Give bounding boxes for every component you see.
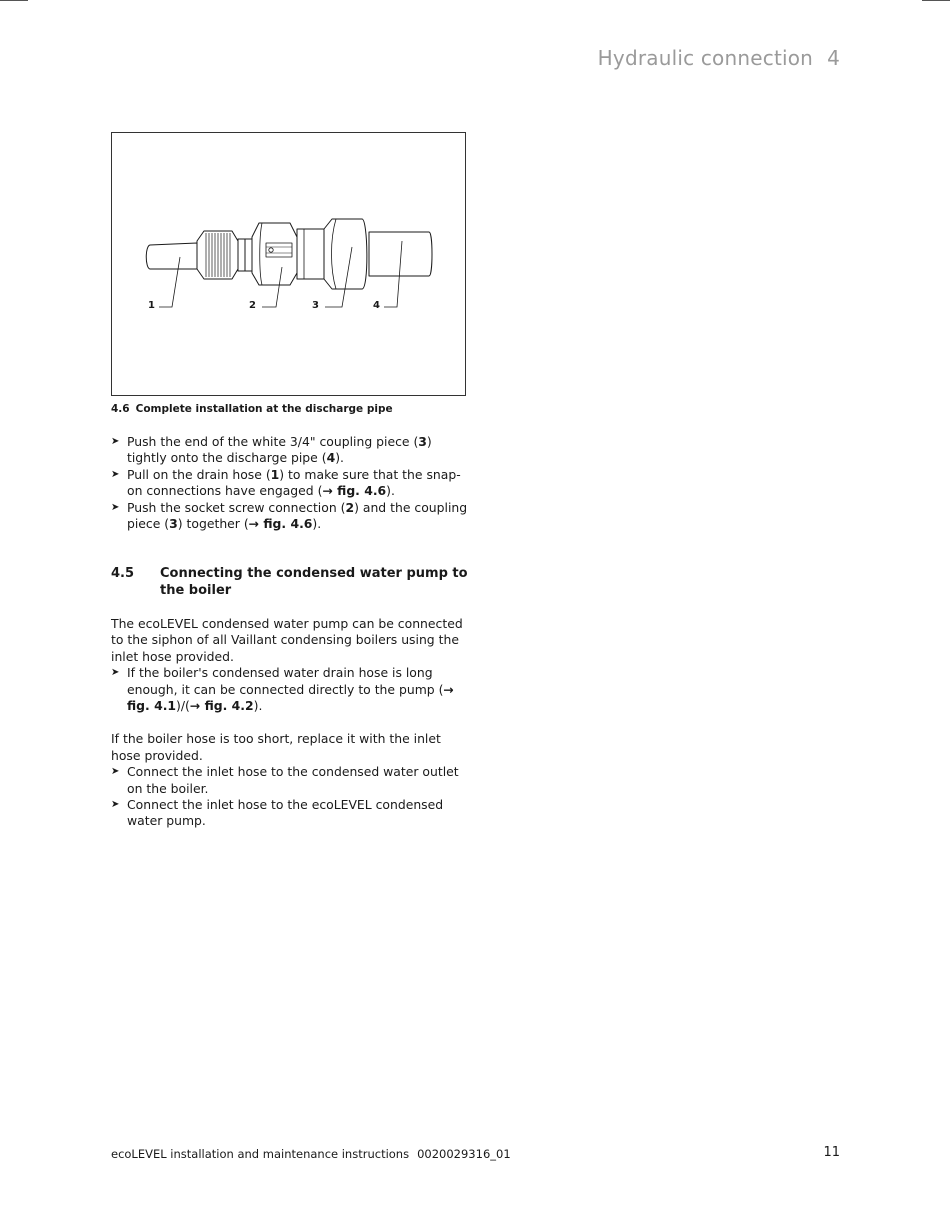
step-item: ➤ Connect the inlet hose to the condensed water outlet on the boiler. <box>111 764 459 796</box>
footer-doc-number: 0020029316_01 <box>417 1147 511 1161</box>
knurled-nut-part <box>197 231 238 279</box>
step-item: ➤ Push the socket screw connection (2) and the coupling piece (3) together (→ fig. 4.6). <box>111 499 468 532</box>
figure-caption <box>111 403 393 415</box>
coupling-part <box>297 229 324 279</box>
bullet-arrow-icon: ➤ <box>111 436 120 447</box>
figure-reference: → fig. 4.6 <box>322 483 387 499</box>
bullet-arrow-icon: ➤ <box>111 501 120 513</box>
caption-text: Complete installation at the discharge pipe <box>135 403 393 415</box>
running-head <box>598 46 840 70</box>
footer-doc-title: ecoLEVEL installation and maintenance instructions <box>111 1147 410 1161</box>
step-item: ➤ Push the end of the white 3/4" coupling piece (3) tightly onto the discharge pipe (4). <box>111 434 432 466</box>
callout-2: 2 <box>249 300 256 311</box>
chapter-title: Hydraulic connection <box>597 46 814 70</box>
caption-number: 4.6 <box>111 403 130 415</box>
crop-mark-left <box>0 0 28 1</box>
callout-1: 1 <box>148 300 155 311</box>
callout-4: 4 <box>373 300 380 311</box>
figure-reference: → fig. 4.1 <box>127 681 454 714</box>
step-item: ➤ Connect the inlet hose to the ecoLEVEL condensed water pump. <box>111 797 444 829</box>
installation-steps <box>111 434 471 532</box>
short-hose-paragraph: If the boiler hose is too short, replace it with the inlet hose provided. <box>111 731 441 763</box>
figure-reference: → fig. 4.2 <box>189 698 254 714</box>
drain-hose-part <box>146 243 197 269</box>
bullet-arrow-icon: ➤ <box>111 667 120 679</box>
section-number: 4.5 <box>111 566 135 581</box>
crop-mark-right <box>922 0 950 1</box>
page-number: 11 <box>823 1145 840 1160</box>
step-item: ➤ Pull on the drain hose (1) to make sure that the snap-on connections have engaged (→ fig. 4.6). <box>111 466 461 499</box>
callout-3: 3 <box>312 300 319 311</box>
section-body <box>111 616 471 830</box>
figure-4-6 <box>111 132 466 396</box>
bullet-arrow-icon: ➤ <box>111 766 120 778</box>
chapter-number: 4 <box>827 46 840 70</box>
figure-reference: → fig. 4.6 <box>248 516 313 532</box>
section-title: Connecting the condensed water pump to the boiler <box>160 566 468 598</box>
footer-document-info <box>111 1147 511 1161</box>
intro-paragraph: The ecoLEVEL condensed water pump can be connected to the siphon of all Vaillant condensing boilers using the inlet hose provided. <box>111 616 463 664</box>
discharge-pipe-part <box>369 232 432 276</box>
section-heading <box>111 566 471 599</box>
coupling-assembly-drawing <box>112 133 465 395</box>
bullet-arrow-icon: ➤ <box>111 799 120 811</box>
bullet-arrow-icon: ➤ <box>111 468 120 480</box>
step-item: ➤ If the boiler's condensed water drain hose is long enough, it can be connected directly to the pump (→ fig. 4.1)/(→ fig. 4.2). <box>111 665 454 714</box>
